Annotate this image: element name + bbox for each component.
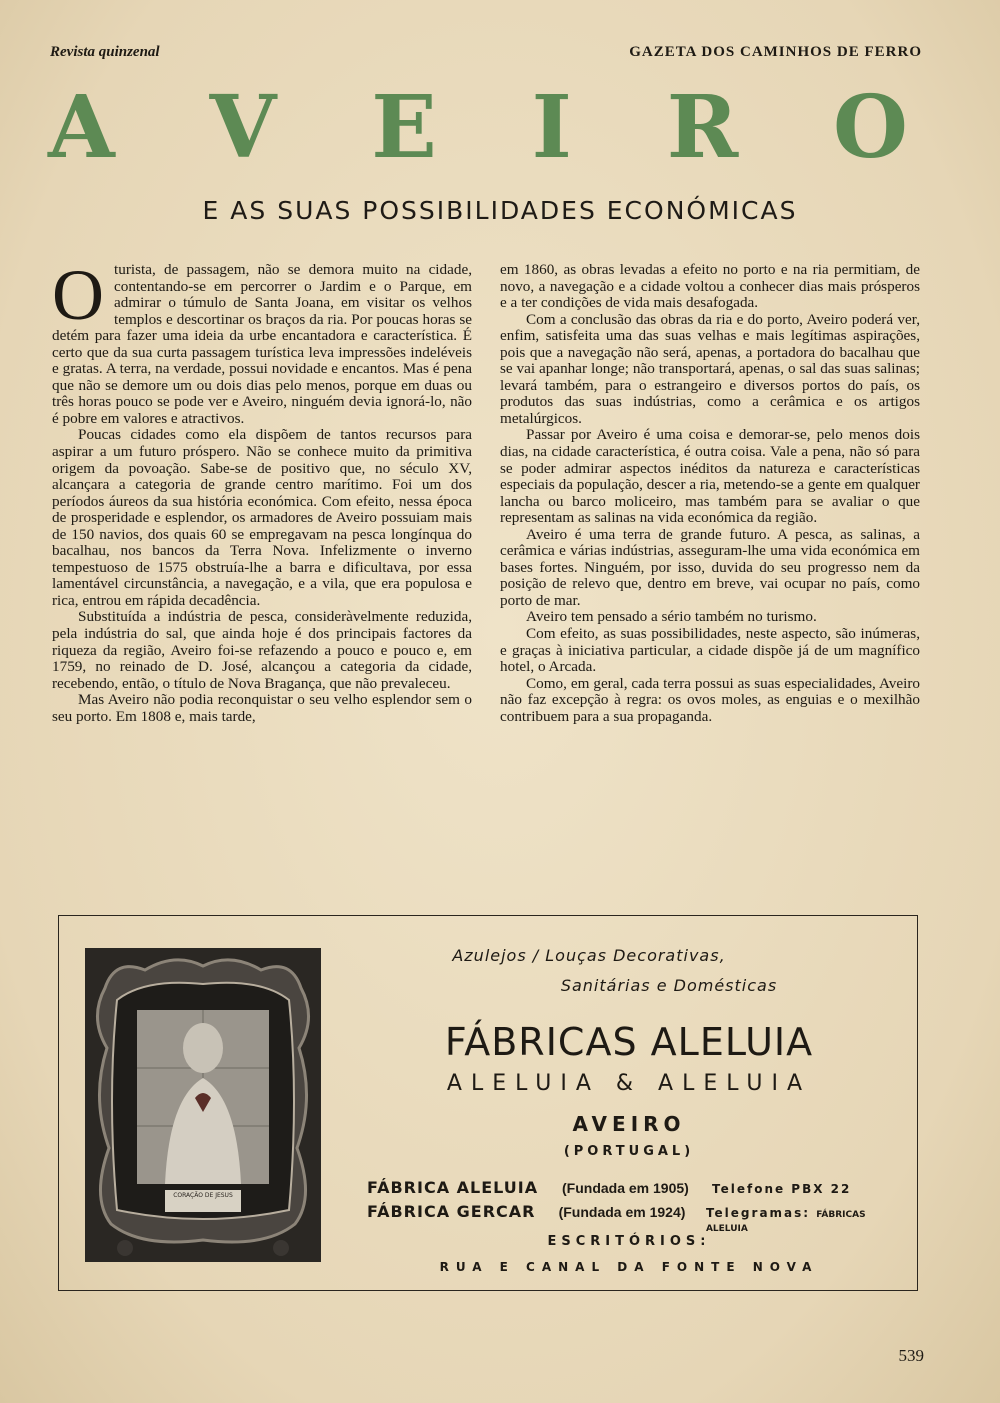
telegram-value: FÁBRICAS ALELUIA <box>705 1210 866 1234</box>
ad-tagline-2: Sanitárias e Domésticas <box>560 976 778 995</box>
paragraph: Como, em geral, cada terra possui as suas especialidades, Aveiro não faz excepção à regra: os ovos moles, as enguias e o mexilhão contribuem para a sua propaganda. <box>500 674 920 725</box>
tile-caption: CORAÇÃO DE JESUS <box>173 1192 233 1199</box>
factory-row <box>367 1202 907 1234</box>
factory-founded: (Fundada em 1924) <box>558 1204 686 1220</box>
factory-contact <box>706 1206 907 1234</box>
paragraph: Aveiro tem pensado a sério também no turismo. <box>526 608 817 626</box>
paragraph: Mas Aveiro não podia reconquistar o seu velho esplendor sem o seu porto. Em 1808 e, mais tarde, <box>52 691 472 725</box>
drop-cap: O <box>52 255 104 335</box>
paragraph <box>52 255 472 427</box>
paragraph: Com efeito, as suas possibilidades, neste aspecto, são inúmeras, e graças à iniciativa particular, a cidade dispõe já de um magnífico hotel, o Arcada. <box>500 625 920 676</box>
article-title <box>48 77 908 178</box>
title-letter: I <box>531 77 572 178</box>
factory-contact: Telefone PBX 22 <box>712 1182 852 1196</box>
ad-brand-subtitle: ALELUIA & ALELUIA <box>446 1071 812 1096</box>
ad-offices-label: ESCRITÓRIOS: <box>547 1234 711 1249</box>
tile-panel-photo <box>85 948 321 1262</box>
title-letter: A <box>48 77 115 178</box>
factory-founded: (Fundada em 1905) <box>562 1180 689 1196</box>
title-letter: R <box>666 77 739 178</box>
paragraph: Com a conclusão das obras da ria e do porto, Aveiro poderá ver, enfim, satisfeita uma das suas velhas e mais legítimas aspirações, pois que a navegação não será, apenas, a portadora do bacalhau que se vai apanhar longe; não transportará, apenas, o sal das suas salinas; levará também, para o estrangeiro e diversos portos do país, os produtos das suas indústrias, como a cerâmica e os artigos metalúrgicos. <box>500 310 920 427</box>
article-column-right <box>500 262 920 725</box>
paragraph-text: turista, de passagem, não se demora muito na cidade, contentando-se em percorrer o Jardim e o Parque, em admirar o túmulo de Santa Joana, em visitar os velhos templos e descortinar os braços da ria. Por poucas horas se detém para fazer uma ideia da urbe encantadora e característica. É certo que da sua curta passagem turística leva impressões indeléveis e gratas. A terra, na verdade, possui novidade e encantos. Mas é pena que não se demore um ou dois dias pelo menos, porque em duas ou três horas pouco se pode ver e Aveiro, ninguém devia ignorá-lo, não é pobre em valores e atractivos. <box>52 261 472 427</box>
factory-name: FÁBRICA GERCAR <box>367 1202 536 1221</box>
ad-offices-address: RUA E CANAL DA FONTE NOVA <box>439 1260 819 1274</box>
page-number: 539 <box>898 1346 924 1365</box>
title-letter: V <box>209 77 277 178</box>
telegram-label: Telegramas: <box>705 1206 811 1220</box>
factory-name: FÁBRICA ALELUIA <box>367 1178 539 1197</box>
title-letter: E <box>371 77 437 178</box>
factory-row <box>367 1178 907 1197</box>
ad-country: (PORTUGAL) <box>563 1144 695 1159</box>
running-head-right: GAZETA DOS CAMINHOS DE FERRO <box>629 44 922 60</box>
advertisement-text <box>349 916 909 1290</box>
paragraph: Poucas cidades como ela dispõem de tantos recursos para aspirar a um futuro próspero. Não se conhece muito da primitiva origem da povoação. Sabe-se de positivo que, no século XV, alcançara a categoria de grande centro marítimo. Foi um dos períodos áureos da sua história económica. Com efeito, nessa época de prosperidade e esplendor, os armadores de Aveiro possuiam mais de 150 navios, dos quais 60 se empregavam na pesca longínqua do bacalhau, nos bancos da Terra Nova. Infelizmente o inverno tempestuoso de 1575 obstruía-lhe a barra e dificultava, por essa lamentável circunstância, a navegação, e a vila, que era populosa e rica, entrou em rápida decadência. <box>52 426 472 609</box>
advertisement <box>58 915 918 1291</box>
ornate-frame-image <box>85 948 321 1262</box>
article-subtitle: E AS SUAS POSSIBILIDADES ECONÓMICAS <box>202 196 798 225</box>
ad-tagline-1: Azulejos / Louças Decorativas, <box>452 946 726 965</box>
article-column-left <box>52 255 472 725</box>
paragraph: Passar por Aveiro é uma coisa e demorar-se, pelo menos dois dias, na cidade característica, é outra coisa. Vale a pena, não só para se poder admirar aspectos inéditos da natureza e características especiais da população, descer a ria, metendo-se a gente em qualquer lancha ou barco moliceiro, mas também para se avaliar o que representam as salinas na vida económica da região. <box>500 426 920 527</box>
title-letter: O <box>833 77 908 178</box>
ad-city: AVEIRO <box>572 1112 686 1136</box>
paragraph: Substituída a indústria de pesca, consideràvelmente reduzida, pela indústria do sal, que ainda hoje é dos principais factores da riqueza da região, Aveiro foi-se refazendo a pouco e pouco e, em 1759, no reinado de D. José, alcançou a categoria da cidade, recebendo, então, o título de Nova Bragança, que não prevaleceu. <box>52 608 472 692</box>
paragraph: Aveiro é uma terra de grande futuro. A pesca, as salinas, a cerâmica e várias indústrias, asseguram-lhe uma vida económica em bases fortes. Ninguém, por isso, duvida do seu progresso nem da posição de relevo que, dentro em breve, vai ocupar no país, como porto de mar. <box>500 525 920 609</box>
paragraph: em 1860, as obras levadas a efeito no porto e na ria permitiam, de novo, a navegação e a cidade voltou a conhecer dias mais prósperos e a ter condições de vida mais desafogada. <box>500 261 920 312</box>
ad-brand-name: FÁBRICAS ALELUIA <box>444 1020 814 1064</box>
running-head-left: Revista quinzenal <box>50 44 160 60</box>
